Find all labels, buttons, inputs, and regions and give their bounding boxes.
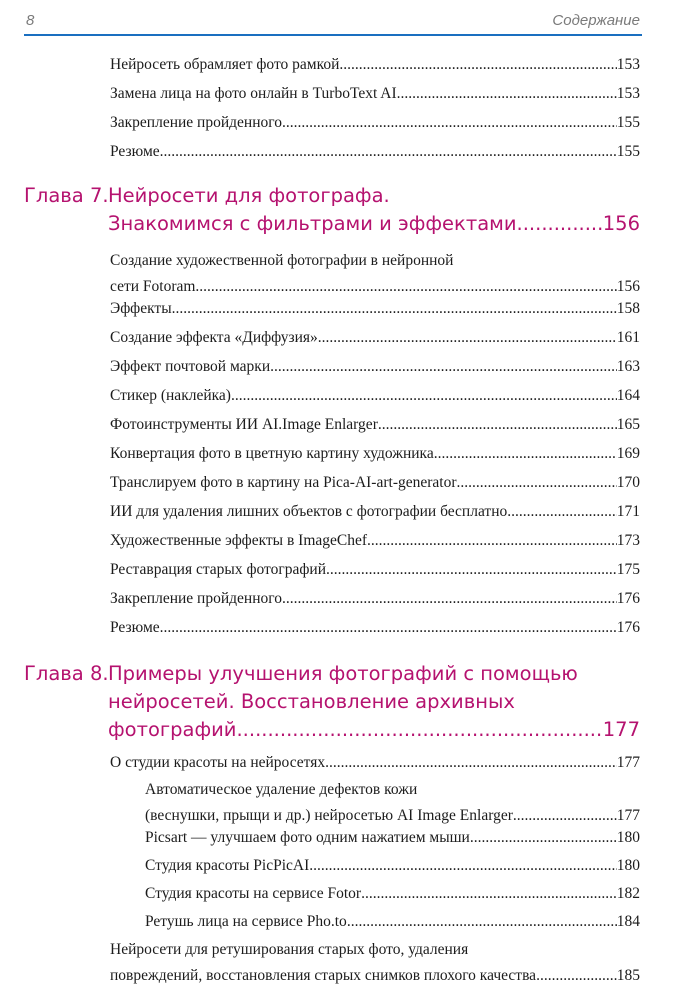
chapter-page: 156 [602, 212, 640, 235]
chapter-8-heading[interactable] [24, 660, 640, 746]
toc-subentry[interactable] [145, 825, 640, 851]
entry-title: Конвертация фото в цветную картину художника [110, 445, 434, 462]
entry-page: 176 [616, 590, 640, 607]
entry-page: 182 [616, 885, 640, 902]
toc-entry[interactable] [110, 248, 640, 300]
leader-dots [160, 615, 617, 641]
entry-title: Эффект почтовой марки [110, 358, 271, 375]
entry-title: О студии красоты на нейросетях [110, 754, 326, 771]
toc-entry[interactable] [110, 528, 640, 554]
toc-entry[interactable] [110, 586, 640, 612]
entry-title: Студия красоты PicPicAI [145, 857, 310, 874]
entry-title: Замена лица на фото онлайн в TurboText AI [110, 85, 397, 102]
entry-title: Закрепление пройденного [110, 590, 282, 607]
leader-dots [172, 296, 617, 322]
chapter-label: Глава 8. [24, 662, 109, 685]
leader-dots [347, 909, 617, 935]
leader-dots [282, 586, 617, 612]
entry-page: 171 [616, 503, 640, 520]
toc-entry[interactable] [110, 937, 640, 989]
toc-subentry[interactable] [145, 777, 640, 829]
entry-page: 169 [616, 445, 640, 462]
entry-title-line: Автоматическое удаление дефектов кожи [145, 781, 418, 798]
toc-entry[interactable] [110, 383, 640, 409]
entry-title: Закрепление пройденного [110, 114, 282, 131]
toc-entry[interactable] [110, 325, 640, 351]
toc-entry[interactable] [110, 81, 640, 107]
toc-subentry[interactable] [145, 853, 640, 879]
leader-dots [361, 881, 617, 907]
toc-entry[interactable] [110, 296, 640, 322]
entry-page: 163 [616, 358, 640, 375]
toc-entry[interactable] [110, 139, 640, 165]
toc-entry[interactable] [110, 52, 640, 78]
entry-page: 164 [616, 387, 640, 404]
chapter-title-line: Примеры улучшения фотографий с помощью [108, 662, 578, 685]
toc-entry[interactable] [110, 441, 640, 467]
leader-dots [270, 354, 617, 380]
leader-dots [236, 716, 602, 744]
entry-title: Студия красоты на сервисе Fotor [145, 885, 362, 902]
toc-entry[interactable] [110, 412, 640, 438]
entry-title: Стикер (наклейка) [110, 387, 231, 404]
page-number: 8 [26, 12, 35, 29]
entry-title: Создание эффекта «Диффузия» [110, 329, 318, 346]
leader-dots [457, 470, 617, 496]
running-section-title: Содержание [552, 12, 640, 29]
chapter-title-line: Знакомимся с фильтрами и эффектами [108, 212, 517, 235]
entry-page: 177 [616, 754, 640, 771]
page-header [0, 0, 678, 38]
leader-dots [326, 557, 617, 583]
entry-title: Реставрация старых фотографий [110, 561, 326, 578]
entry-page: 175 [616, 561, 640, 578]
leader-dots [434, 441, 617, 467]
entry-page: 153 [616, 85, 640, 102]
leader-dots [325, 750, 617, 776]
toc-entry[interactable] [110, 615, 640, 641]
leader-dots [470, 825, 617, 851]
entry-page: 156 [616, 278, 640, 295]
entry-page: 180 [616, 857, 640, 874]
entry-title: Эффекты [110, 300, 172, 317]
leader-dots [378, 412, 617, 438]
toc-entry[interactable] [110, 470, 640, 496]
toc-entry[interactable] [110, 750, 640, 776]
entry-title: (веснушки, прыщи и др.) нейросетью AI Image Enlarger [145, 807, 513, 824]
header-rule [24, 34, 642, 36]
entry-title: Фотоинструменты ИИ AI.Image Enlarger [110, 416, 378, 433]
entry-page: 177 [616, 807, 640, 824]
entry-title: сети Fotoram [110, 278, 196, 295]
entry-page: 173 [616, 532, 640, 549]
leader-dots [318, 325, 617, 351]
entry-page: 158 [616, 300, 640, 317]
entry-title: повреждений, восстановления старых снимков плохого качества [110, 967, 537, 984]
toc-subentry[interactable] [145, 881, 640, 907]
entry-page: 170 [616, 474, 640, 491]
chapter-title-line: нейросетей. Восстановление архивных [108, 690, 515, 713]
entry-page: 180 [616, 829, 640, 846]
chapter-title-line: фотографий [108, 718, 237, 741]
entry-page: 184 [616, 913, 640, 930]
toc-entry[interactable] [110, 110, 640, 136]
leader-dots [397, 81, 617, 107]
leader-dots [160, 139, 617, 165]
leader-dots [339, 52, 616, 78]
toc-entry[interactable] [110, 557, 640, 583]
entry-title: Ретушь лица на сервисе Pho.to [145, 913, 347, 930]
leader-dots [517, 210, 603, 238]
entry-title-line: Нейросети для ретуширования старых фото, удаления [110, 941, 469, 958]
leader-dots [507, 499, 617, 525]
entry-title: Художественные эффекты в ImageChef [110, 532, 368, 549]
entry-title: Транслируем фото в картину на Pica-AI-art-generator [110, 474, 457, 491]
chapter-label: Глава 7. [24, 184, 109, 207]
leader-dots [282, 110, 617, 136]
entry-page: 161 [616, 329, 640, 346]
entry-page: 155 [616, 114, 640, 131]
entry-title-line: Создание художественной фотографии в нейронной [110, 252, 454, 269]
leader-dots [231, 383, 617, 409]
toc-entry[interactable] [110, 354, 640, 380]
entry-page: 155 [616, 143, 640, 160]
entry-page: 165 [616, 416, 640, 433]
chapter-page: 177 [602, 718, 640, 741]
entry-page: 176 [616, 619, 640, 636]
chapter-7-heading[interactable] [24, 182, 640, 240]
entry-title: Picsart — улучшаем фото одним нажатием мыши [145, 829, 470, 846]
entry-title: Резюме [110, 143, 160, 160]
toc-subentry[interactable] [145, 909, 640, 935]
leader-dots [536, 963, 617, 989]
entry-title: Резюме [110, 619, 160, 636]
leader-dots [309, 853, 616, 879]
entry-page: 185 [616, 967, 640, 984]
entry-title: ИИ для удаления лишних объектов с фотографии бесплатно [110, 503, 508, 520]
chapter-title-line: Нейросети для фотографа. [108, 184, 390, 207]
toc-entry[interactable] [110, 499, 640, 525]
leader-dots [367, 528, 617, 554]
entry-page: 153 [616, 56, 640, 73]
entry-title: Нейросеть обрамляет фото рамкой [110, 56, 340, 73]
